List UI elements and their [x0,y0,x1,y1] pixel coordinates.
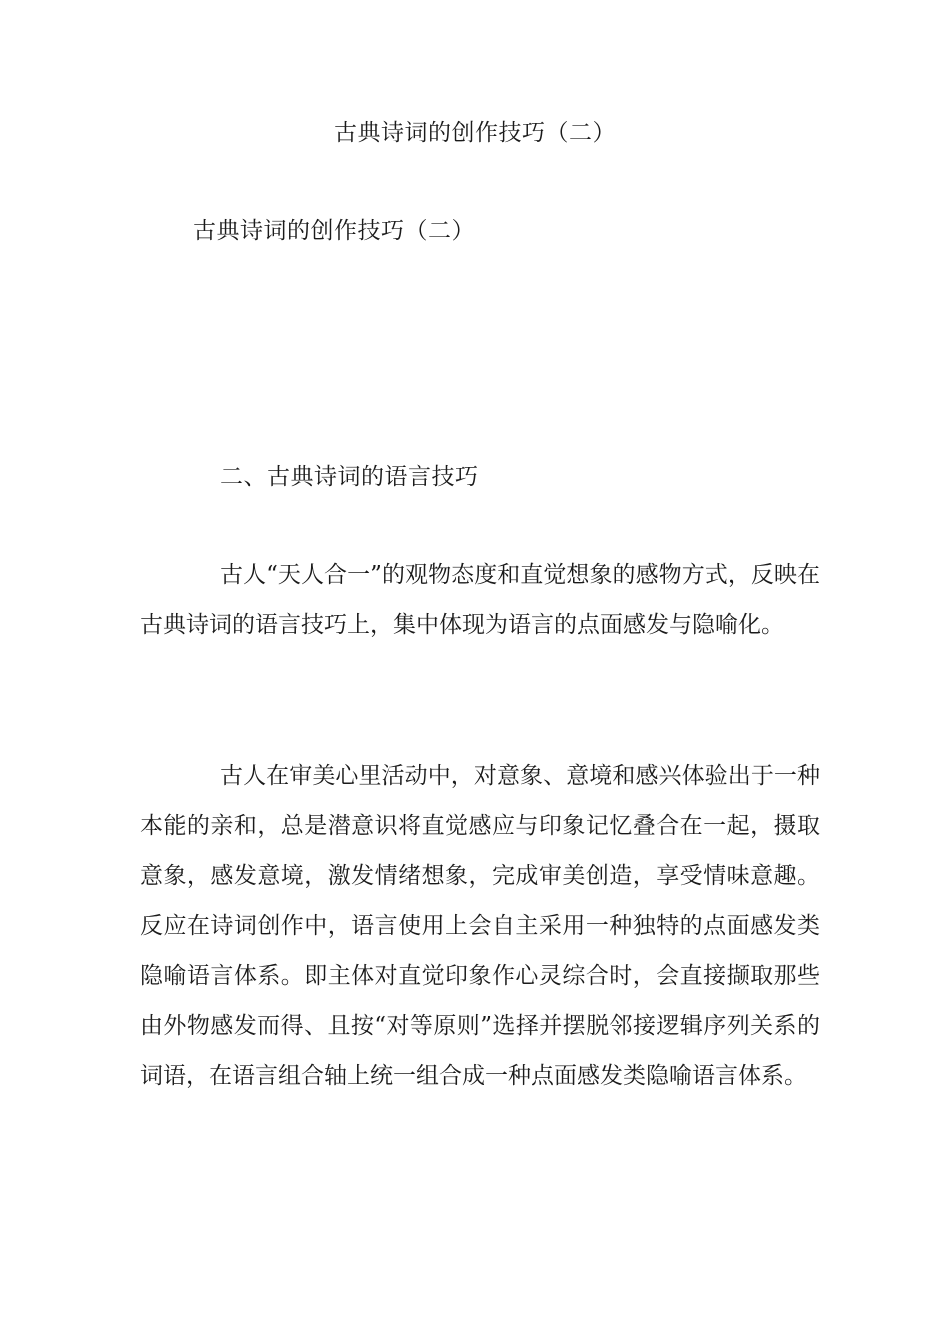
paragraph-1: 古人“天人合一”的观物态度和直觉想象的感物方式，反映在古典诗词的语言技巧上，集中体现为语言的点面感发与隐喻化。 [140,562,820,638]
document-subtitle: 古典诗词的创作技巧（二） [193,218,475,244]
page-title: 古典诗词的创作技巧（二） [334,120,616,146]
section-heading: 二、古典诗词的语言技巧 [220,464,479,490]
paragraph-2: 古人在审美心里活动中，对意象、意境和感兴体验出于一种本能的亲和，总是潜意识将直觉感应与印象记忆叠合在一起，摄取意象，感发意境，激发情绪想象，完成审美创造，享受情味意趣。反应在诗词创作中，语言使用上会自主采用一种独特的点面感发类隐喻语言体系。即主体对直觉印象作心灵综合时，会直接撷取那些由外物感发而得、且按“对等原则”选择并摆脱邻接逻辑序列关系的词语，在语言组合轴上统一组合成一种点面感发类隐喻语言体系。 [140,763,820,1089]
